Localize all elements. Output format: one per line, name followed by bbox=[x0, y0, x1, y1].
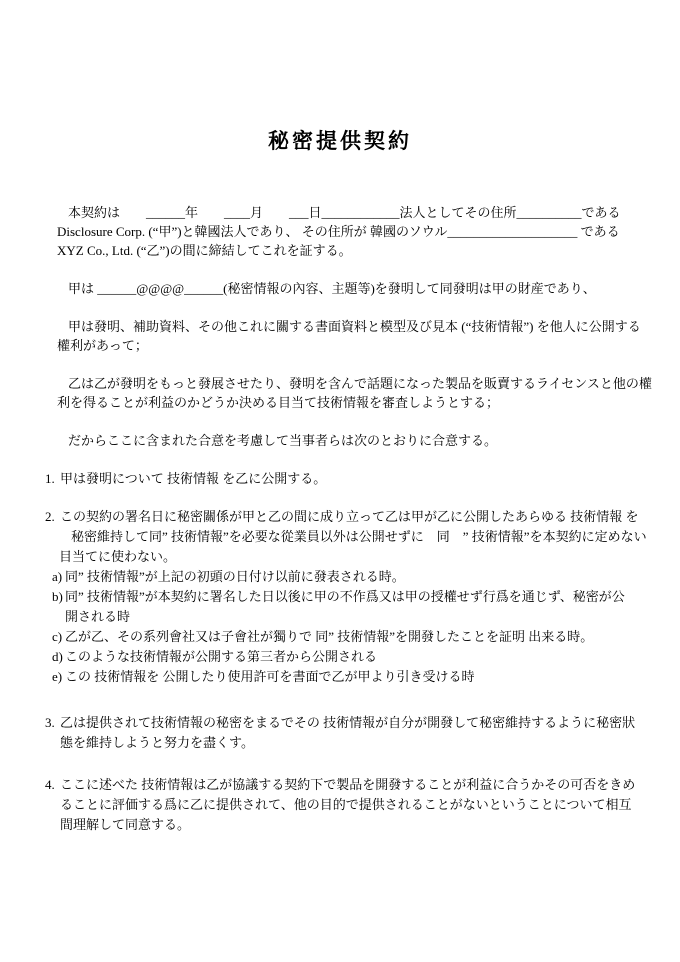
sub-item-text: このような技術情報が公開する第三者から公開される bbox=[65, 649, 378, 664]
sub-item-b-continuation: 開される時 bbox=[65, 609, 131, 624]
sub-item-label: d) bbox=[52, 649, 63, 664]
sub-item-text: 同” 技術情報”が上記の初頭の日付け以前に發表される時。 bbox=[65, 569, 405, 584]
paragraph-line: 權利があって； bbox=[57, 338, 148, 353]
paragraph-line: Disclosure Corp. (“甲”)と韓國法人であり、 その住所が 韓國のソウル____________________ である bbox=[57, 224, 620, 239]
item-line: 態を維持しようと努力を盡くす。 bbox=[60, 735, 254, 750]
paragraph-line: 利を得ることが利益のかどうか決める目当て技術情報を審査しようとする； bbox=[57, 395, 500, 410]
paragraph-line: 本契約は ______年 ____月 ___日____________法人としてその住所__________である bbox=[68, 205, 621, 220]
item-number: 4. bbox=[45, 777, 55, 792]
paragraph-line: 乙は乙が發明をもっと發展させたり、發明を含んで話題になった製品を販賣するライセンスと他の權 bbox=[68, 376, 652, 391]
item-line bbox=[0, 507, 680, 527]
paragraph-line: 甲は ______@@@@______(秘密情報の內容、主題等)を發明して同發明は甲の財産であり、 bbox=[68, 281, 596, 296]
item-number: 2. bbox=[45, 509, 55, 524]
invention-blank-paragraph bbox=[0, 279, 680, 298]
sub-item-d bbox=[0, 647, 680, 667]
paragraph-line: 甲は發明、補助資料、その他これに關する書面資料と模型及び見本 (“技術情報”) を他人に公開する bbox=[68, 319, 641, 334]
paragraph-line: XYZ Co., Ltd. (“乙”)の間に締結してこれを証する。 bbox=[57, 243, 352, 258]
preamble-paragraph bbox=[0, 203, 680, 260]
sub-item-text: 乙が乙、その系列會社又は子會社が獨りで 同” 技術情報”を開發したことを証明 出来る時。 bbox=[65, 629, 594, 644]
item-line bbox=[0, 713, 680, 733]
item-number: 3. bbox=[45, 715, 55, 730]
party-b-purpose-paragraph bbox=[0, 374, 680, 412]
item-line: ることに評価する爲に乙に提供されて、他の目的で提供されることがないということについて相互 bbox=[60, 797, 632, 812]
agreement-leadin-paragraph bbox=[0, 431, 680, 450]
item-text: 乙は提供されて技術情報の秘密をまるでその 技術情報が自分が開發して秘密維持するように秘密狀 bbox=[60, 715, 636, 730]
item-line: 間理解して同意する。 bbox=[60, 817, 191, 832]
sub-item-label: b) bbox=[52, 589, 63, 604]
sub-item-text: 同” 技術情報”が本契約に署名した日以後に甲の不作爲又は甲の授權せず行爲を通じず、秘密が公 bbox=[65, 589, 625, 604]
item-text: この契約の署名日に秘密關係が甲と乙の間に成り立って乙は甲が乙に公開したあらゆる 技術情報 を bbox=[60, 509, 639, 524]
party-a-rights-paragraph bbox=[0, 317, 680, 355]
paragraph-line: だからここに含まれた合意を考慮して当事者らは次のとおりに合意する。 bbox=[68, 433, 498, 448]
sub-item-e bbox=[0, 667, 680, 687]
sub-item-label: c) bbox=[52, 629, 63, 644]
item-2 bbox=[0, 507, 680, 687]
sub-item-a bbox=[0, 567, 680, 587]
item-line bbox=[0, 775, 680, 795]
item-line bbox=[0, 469, 680, 489]
item-line: 目当てに使わない。 bbox=[59, 549, 177, 564]
item-1 bbox=[0, 469, 680, 489]
item-3 bbox=[0, 713, 680, 753]
document-body bbox=[0, 203, 680, 835]
sub-item-label: e) bbox=[52, 669, 63, 684]
sub-item-c bbox=[0, 627, 680, 647]
item-number: 1. bbox=[45, 471, 55, 486]
sub-item-label: a) bbox=[52, 569, 63, 584]
item-line: 秘密維持して同” 技術情報”を必要な從業員以外は公開せずに 同 ” 技術情報”を本契約に定めない bbox=[71, 529, 647, 544]
item-text: ここに述べた 技術情報は乙が協議する契約下で製品を開發することが利益に合うかその可否をきめ bbox=[60, 777, 636, 792]
item-4 bbox=[0, 775, 680, 835]
item-text: 甲は發明について 技術情報 を乙に公開する。 bbox=[60, 471, 327, 486]
document-title: 秘密提供契約 bbox=[268, 129, 412, 153]
sub-item-text: この 技術情報を 公開したり使用許可を書面で乙が甲より引き受ける時 bbox=[65, 669, 475, 684]
sub-item-b bbox=[0, 587, 680, 607]
